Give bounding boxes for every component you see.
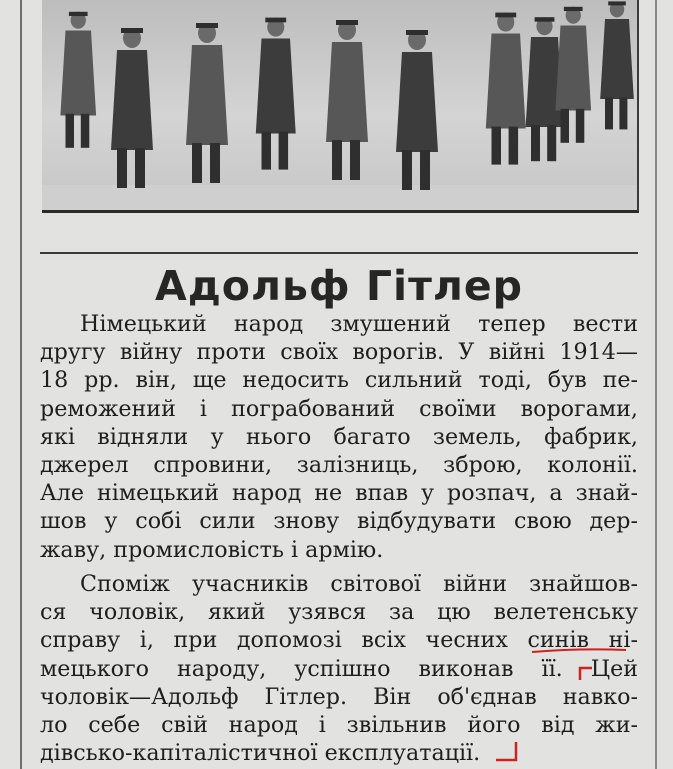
- photo-figure: [555, 7, 591, 143]
- text-line: справу і, при допомозі всіх чесних синів ні-: [40, 627, 638, 654]
- photo-figure: [396, 30, 438, 190]
- news-photo: [42, 0, 639, 213]
- text-line: Споміж учасників світової війни знайшов-: [80, 571, 638, 597]
- text-line: джерел спровини, залізниць, зброю, колонії.: [40, 451, 638, 478]
- text-line: дівсько-капіталістичної експлуатації.: [40, 740, 481, 767]
- headline-rule: [40, 252, 638, 254]
- photo-figure: [600, 1, 634, 129]
- article-headline: Адольф Гітлер: [154, 262, 524, 310]
- photo-figure: [486, 13, 526, 165]
- text-line: другу війну проти своїх ворогів. У війні 1914—: [40, 339, 638, 366]
- text-line: Але німецький народ не впав у розпач, а знай-: [40, 480, 638, 507]
- photo-figure: [111, 28, 153, 188]
- photo-ground: [42, 185, 637, 210]
- text-line: реможений і пограбований своїми ворогами,: [40, 395, 638, 422]
- article-paragraph-1: [40, 310, 638, 564]
- text-line: жаву, промисловість і армію.: [40, 536, 384, 563]
- column-rule-left: [20, 0, 22, 769]
- text-line: мецького народу, успішно виконав її. Цей: [40, 655, 638, 682]
- text-line: ся чоловік, який узявся за цю велетенську: [40, 599, 638, 626]
- article-paragraph-2: [40, 570, 638, 767]
- text-line: 18 рр. він, ще недосить сильний тоді, був пе-: [40, 367, 638, 394]
- column-rule-right: [655, 0, 657, 769]
- text-line: Німецький народ змушений тепер вести: [80, 311, 638, 337]
- photo-figure: [256, 18, 296, 170]
- photo-figure: [186, 23, 228, 183]
- photo-figure: [326, 20, 368, 180]
- text-line: шов у собі сили знову відбудувати свою дер-: [40, 508, 638, 535]
- text-line: які відняли у нього багато земель, фабрик,: [40, 423, 638, 450]
- photo-figure: [60, 12, 96, 148]
- text-line: чоловік—Адольф Гітлер. Він об'єднав навко-: [40, 683, 638, 710]
- officers-photo: [42, 0, 637, 210]
- text-line: ло себе свій народ і звільнив його від жи-: [40, 711, 638, 738]
